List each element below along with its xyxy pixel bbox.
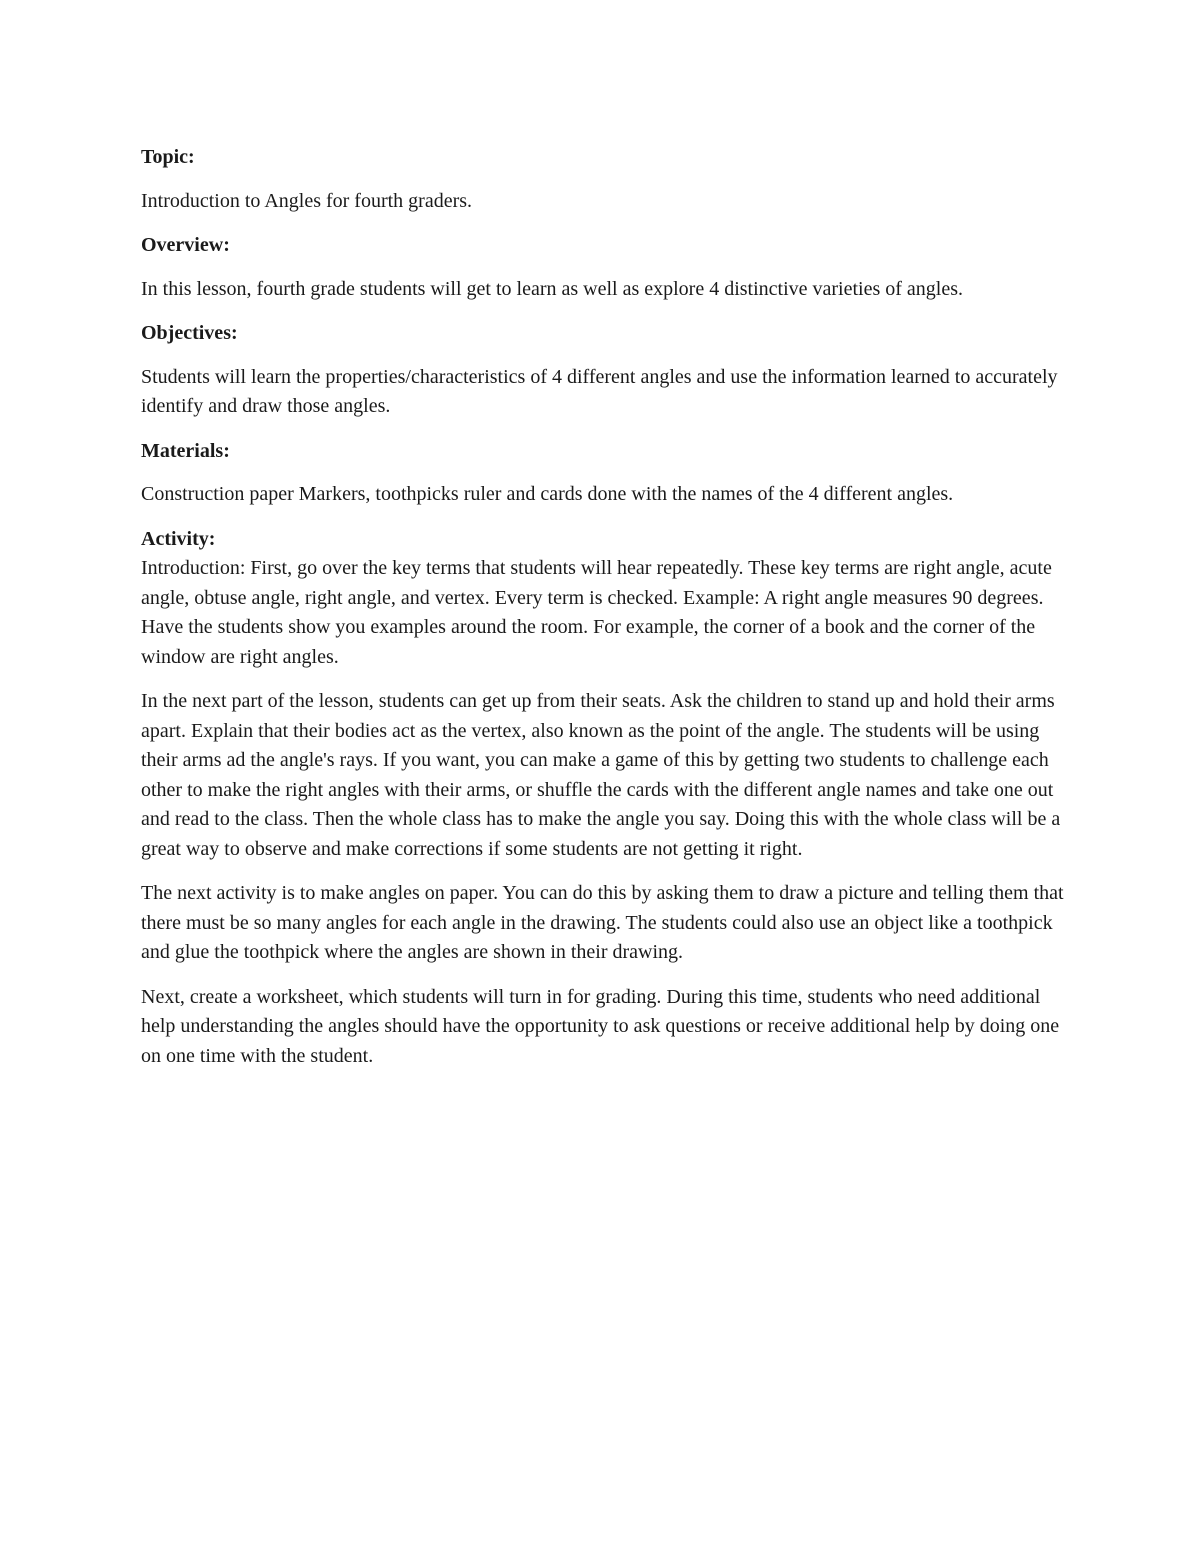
- objectives-text: Students will learn the properties/characteristics of 4 different angles and use the information learned to accurately identify and draw those angles.: [141, 365, 1058, 417]
- overview-text: In this lesson, fourth grade students will get to learn as well as explore 4 distinctive varieties of angles.: [141, 277, 964, 300]
- overview-heading: Overview:: [141, 234, 230, 256]
- document-page: [141, 143, 1071, 1071]
- activity-paragraph-introduction: Introduction: First, go over the key terms that students will hear repeatedly. These key terms are right angle, acute angle, obtuse angle, right angle, and vertex. Every term is checked. Example: A right angle measures 90 degrees. Have the students show you examples around the room. For example, the corner of a book and the corner of the window are right angles.: [141, 557, 1052, 668]
- materials-heading: Materials:: [141, 439, 230, 462]
- activity-paragraph-worksheet: Next, create a worksheet, which students will turn in for grading. During this time, students who need additional help understanding the angles should have the opportunity to ask questions or receive additional help by doing one on one time with the student.: [141, 985, 1060, 1067]
- materials-text: Construction paper Markers, toothpicks ruler and cards done with the names of the 4 different angles.: [141, 483, 954, 505]
- activity-heading: Activity:: [141, 527, 216, 550]
- topic-heading: Topic:: [141, 146, 195, 168]
- activity-paragraph-arms: In the next part of the lesson, students can get up from their seats. Ask the children to stand up and hold their arms apart. Explain that their bodies act as the vertex, also known as the point of the angle. The students will be using their arms ad the angle's rays. If you want, you can make a game of this by getting two students to challenge each other to make the right angles with their arms, or shuffle the cards with the different angle names and take one out and read to the class. Then the whole class has to make the angle you say. Doing this with the whole class will be a great way to observe and make corrections if some students are not getting it right.: [141, 690, 1061, 860]
- objectives-heading: Objectives:: [141, 322, 238, 344]
- topic-text: Introduction to Angles for fourth graders.: [141, 189, 473, 212]
- activity-paragraph-paper: The next activity is to make angles on paper. You can do this by asking them to draw a picture and telling them that there must be so many angles for each angle in the drawing. The students could also use an object like a toothpick and glue the toothpick where the angles are shown in their drawing.: [141, 882, 1064, 963]
